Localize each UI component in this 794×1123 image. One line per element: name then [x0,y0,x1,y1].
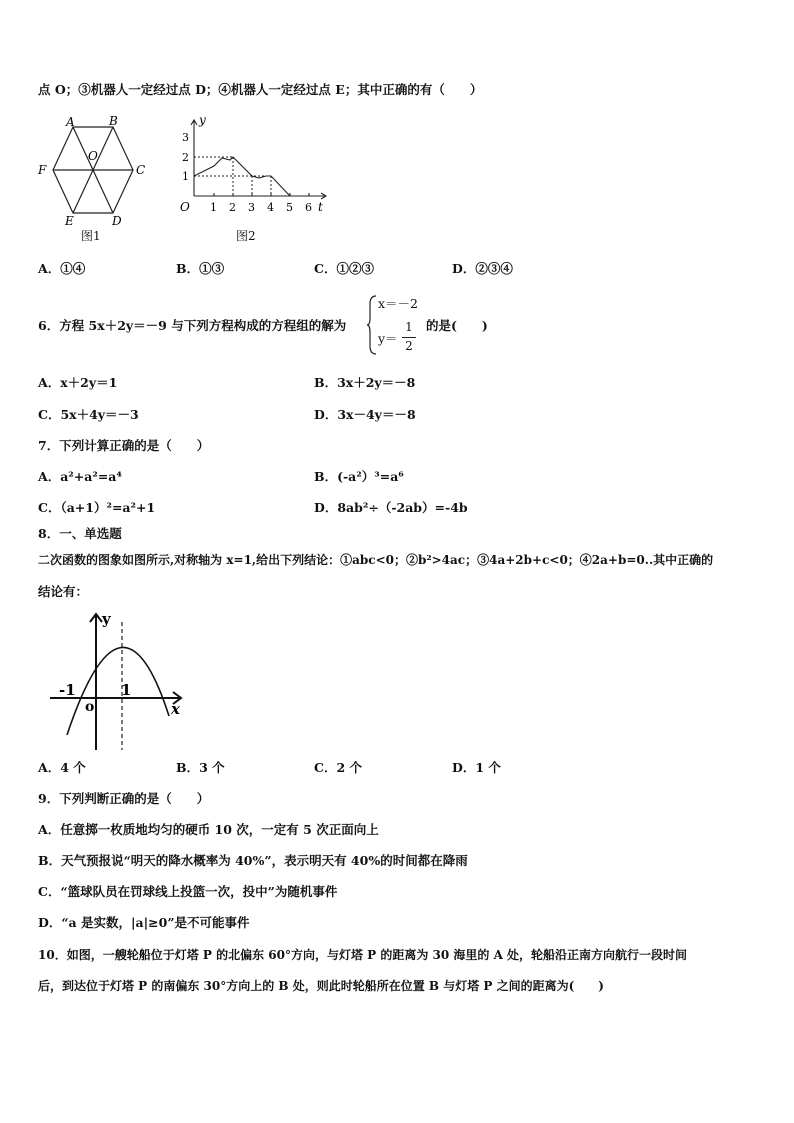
q7-option-b[interactable]: B．(-a²）³=a⁶ [314,469,404,484]
q6-option-d[interactable]: D．3x－4y＝－8 [314,407,416,422]
q6-fraction-bar [402,337,416,338]
q8-option-a[interactable]: A．4 个 [38,760,86,775]
q7-option-d[interactable]: D．8ab²÷（-2ab）=-4b [314,500,468,515]
q8-header: 8．一、单选题 [38,526,122,541]
parabola-one: 1 [121,681,132,699]
q8-option-c[interactable]: C．2 个 [314,760,362,775]
q5-option-d[interactable]: D．②③④ [452,261,513,276]
q5-option-a[interactable]: A．①④ [38,261,86,276]
q8-option-b[interactable]: B．3 个 [176,760,225,775]
q8-option-d[interactable]: D．1 个 [452,760,501,775]
graph2-ytick-1: 1 [182,170,189,183]
graph2-xtick-2: 2 [229,201,236,214]
graph2-xtick-4: 4 [267,201,274,214]
hex-label-d: D [112,214,122,228]
graph2-xtick-1: 1 [210,201,217,214]
figure-2-caption: 图2 [236,229,256,243]
q5-option-b[interactable]: B．①③ [176,261,225,276]
graph2-ytick-3: 3 [182,131,189,144]
path-graph-figure [170,112,340,222]
q9-option-c[interactable]: C．“篮球队员在罚球线上投篮一次，投中”为随机事件 [38,884,338,899]
graph2-xtick-6: 6 [305,201,312,214]
graph2-y-label: y [199,113,206,127]
q6-suffix: 的是( ) [426,318,488,333]
q9-stem: 9．下列判断正确的是（ ） [38,791,210,806]
q7-option-c[interactable]: C．（a+1）²=a²+1 [38,500,156,515]
q5-option-c[interactable]: C．①②③ [314,261,374,276]
q6-option-a[interactable]: A．x＋2y＝1 [38,375,118,390]
q10-stem-line-1: 10．如图，一艘轮船位于灯塔 P 的北偏东 60°方向，与灯塔 P 的距离为 30 海里的 A 处，轮船沿正南方向航行一段时间 [38,948,688,962]
q6-stem: 6．方程 5x＋2y＝－9 与下列方程构成的方程组的解为 [38,318,347,333]
q6-option-b[interactable]: B．3x＋2y＝－8 [314,375,416,390]
q6-equation-2-left: y＝ [378,331,398,346]
q9-option-b[interactable]: B．天气预报说“明天的降水概率为 40%”，表示明天有 40%的时间都在降雨 [38,853,468,868]
hex-label-b: B [109,114,118,128]
hex-label-c: C [136,163,146,177]
q10-stem-line-2: 后，到达位于灯塔 P 的南偏东 30°方向上的 B 处，则此时轮船所在位置 B 与灯塔 P 之间的距离为( ) [38,979,604,993]
graph2-origin: O [180,200,190,214]
system-brace [366,294,378,356]
hex-label-a: A [66,115,75,129]
figure-1-caption: 图1 [81,229,101,243]
q7-stem: 7．下列计算正确的是（ ） [38,438,210,453]
q7-option-a[interactable]: A．a²+a²=a⁴ [38,469,122,484]
q6-option-c[interactable]: C．5x＋4y＝－3 [38,407,139,422]
q6-equation-1: x＝－2 [378,296,419,311]
q9-option-a[interactable]: A．任意掷一枚质地均匀的硬币 10 次，一定有 5 次正面向上 [38,822,379,837]
graph2-ytick-2: 2 [182,151,189,164]
graph2-xtick-5: 5 [286,201,293,214]
graph2-x-label: t [318,200,323,214]
parabola-y-label: y [102,610,111,628]
hex-label-e: E [65,214,74,228]
hex-label-f: F [38,163,47,177]
q6-fraction-numerator: 1 [405,320,413,334]
parabola-x-label: x [171,700,180,718]
question-5-continuation: 点 O；③机器人一定经过点 D；④机器人一定经过点 E；其中正确的有（ ） [38,82,483,97]
q8-stem-line-2: 结论有： [38,584,89,599]
parabola-origin: o [85,699,95,715]
hex-label-o: O [88,149,98,163]
q8-stem-line-1: 二次函数的图象如图所示,对称轴为 x=1,给出下列结论：①abc<0；②b²>4ac；③4a+2b+c<0；④2a+b=0..其中正确的 [38,553,714,567]
hexagon-figure [30,110,160,230]
q9-option-d[interactable]: D．“a 是实数，|a|≥0”是不可能事件 [38,915,250,930]
graph2-xtick-3: 3 [248,201,255,214]
parabola-graph [45,610,190,755]
parabola-neg1: -1 [59,681,76,699]
q6-fraction-denominator: 2 [405,339,413,353]
